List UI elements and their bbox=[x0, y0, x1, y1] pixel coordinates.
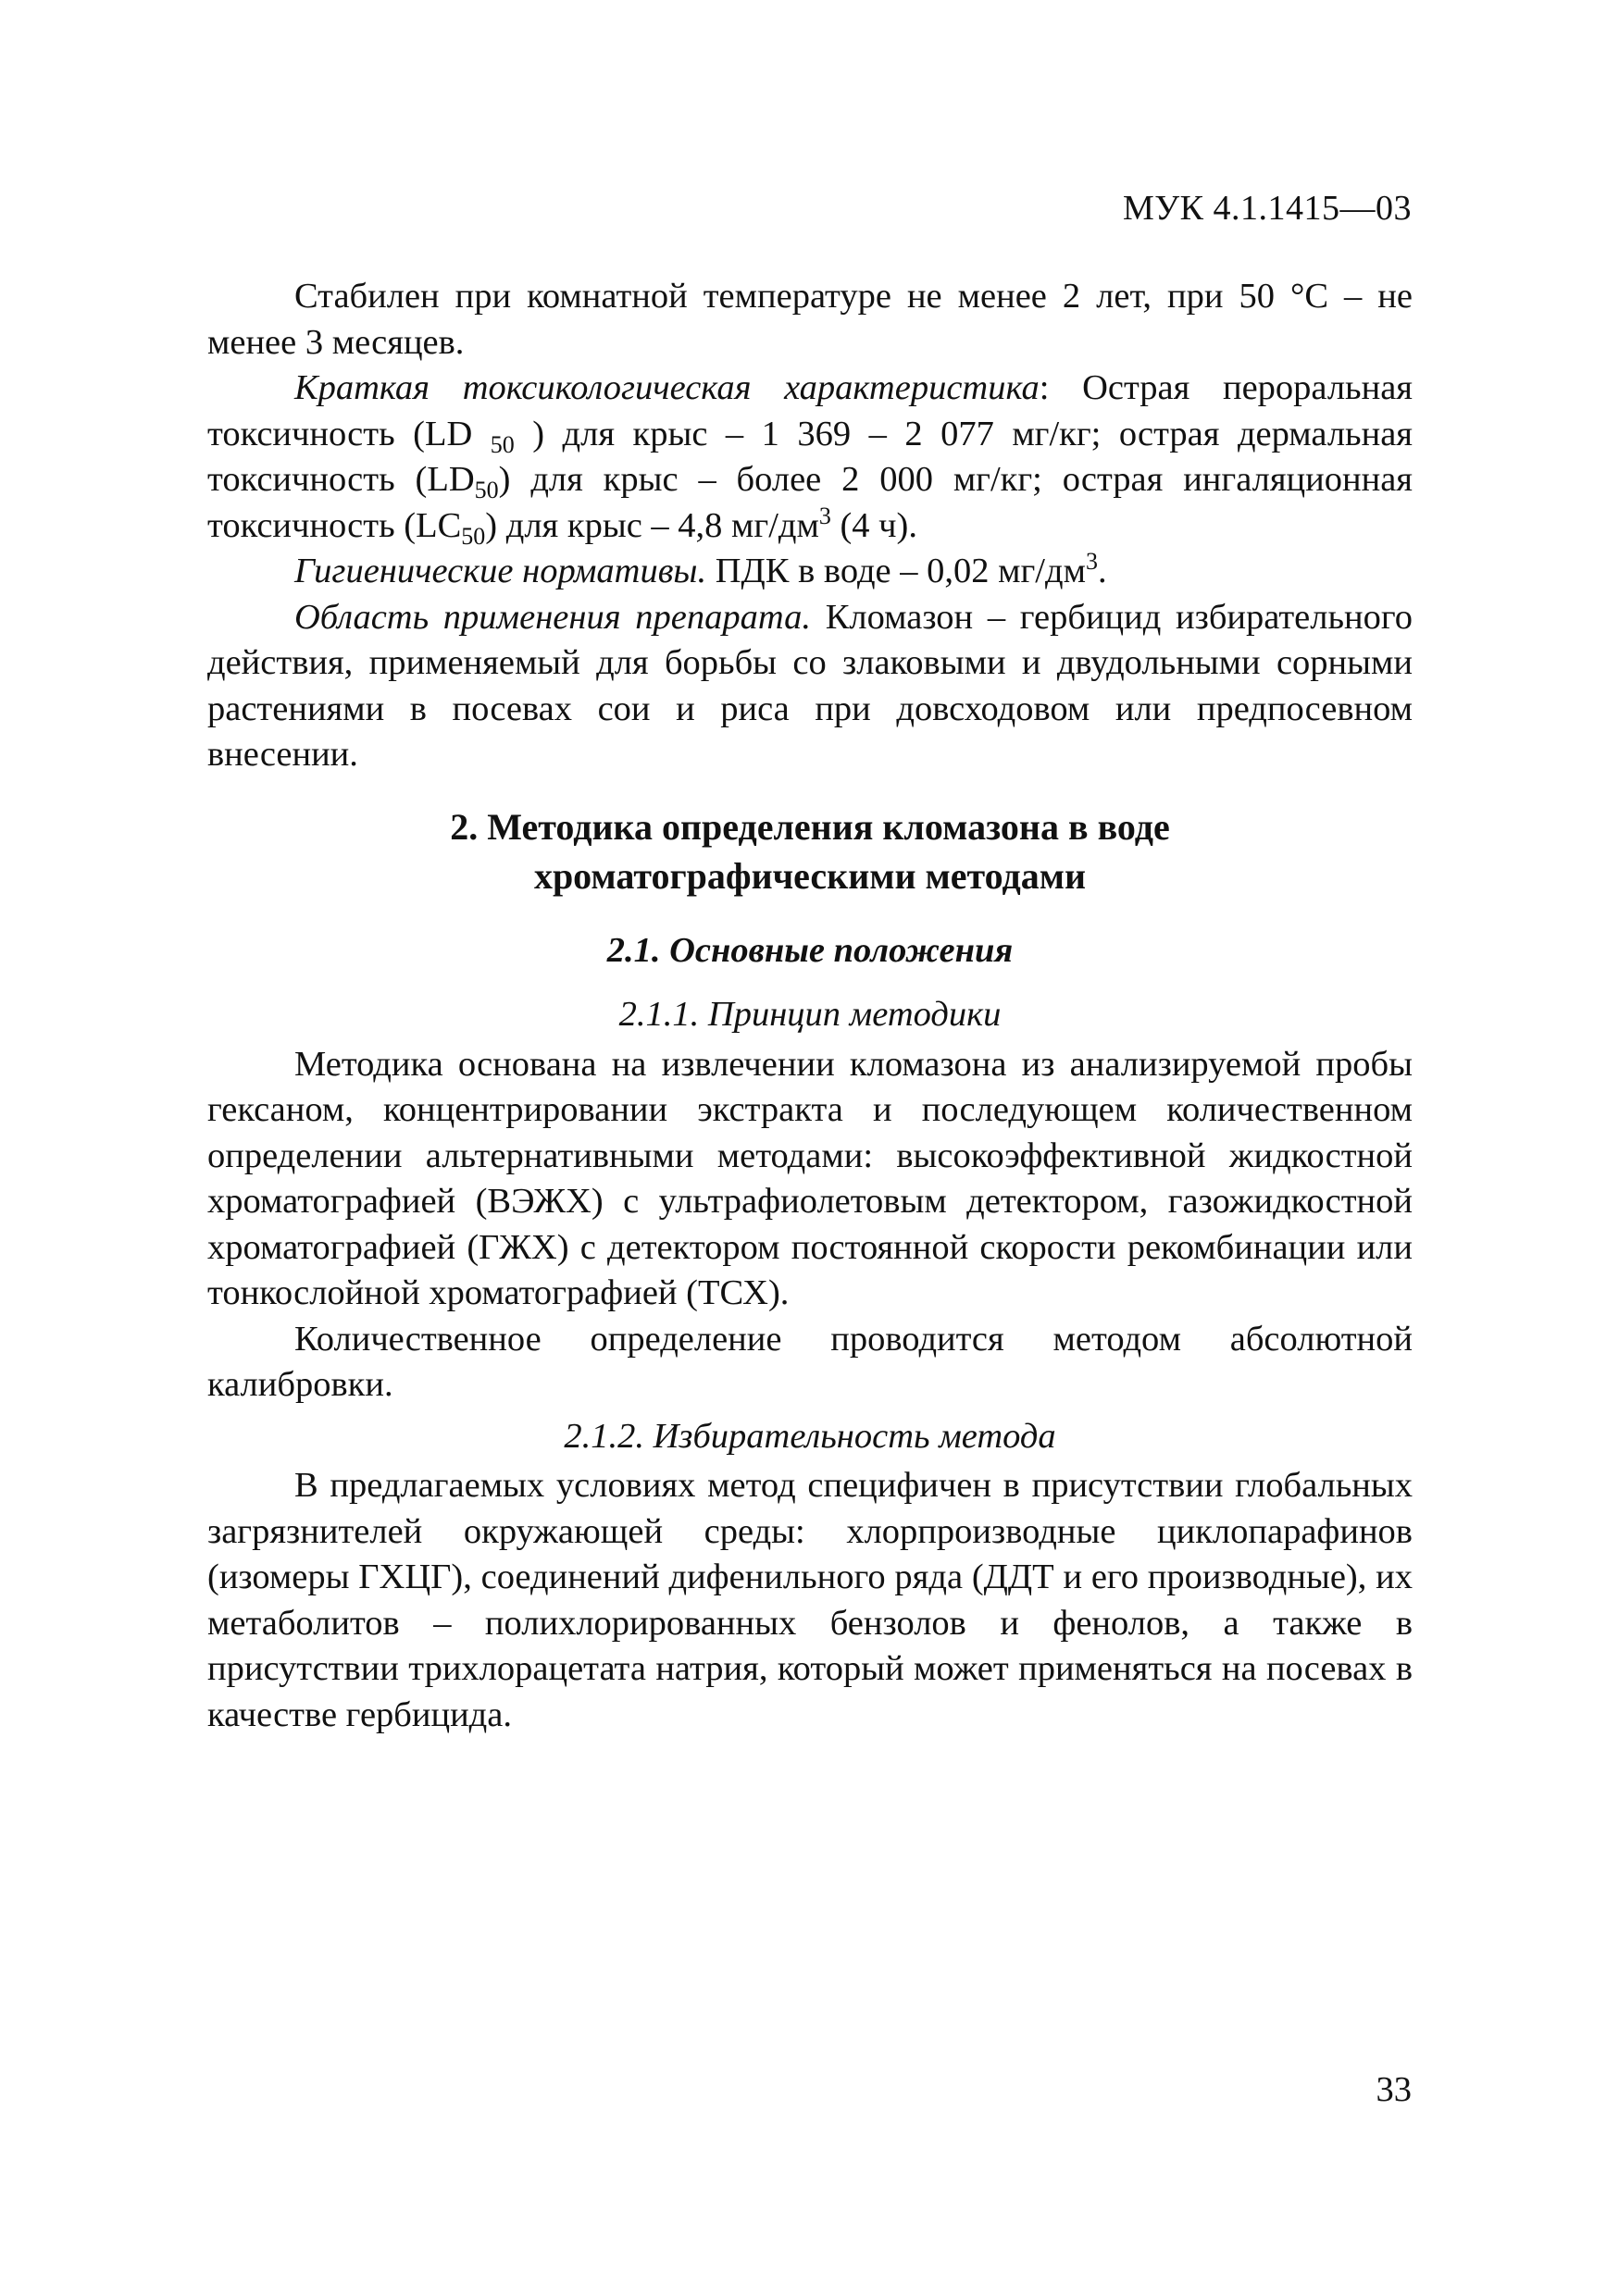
toxicology-text-1: : Острая пероральная токсичность (LD bbox=[207, 368, 1414, 453]
principle-paragraph: Методика основана на извлечении кломазона из анализируемой пробы гексаном, концентрировании экстракта и последующем количественном определении альтернативными методами: высокоэффективной жидкостной хроматографией (ВЭЖХ) с ультрафиолетовым детектором, газожидкостной хроматографией (ГЖХ) с детектором постоянной скорости рекомбинации или тонкослойной хроматографией (ТСХ). bbox=[207, 1044, 1413, 1312]
hygiene-superscript: 3 bbox=[1085, 548, 1098, 575]
toxicology-text-3: ) для крыс – более 2 000 мг/кг; острая ингаляционная токсичность (LC bbox=[207, 460, 1414, 545]
ld50-subscript-1: 50 bbox=[490, 430, 515, 458]
section-2-1-1-heading: 2.1.1. Принцип методики bbox=[618, 995, 1002, 1034]
calibration-paragraph: Количественное определение проводится методом абсолютной калибровки. bbox=[207, 1319, 1413, 1404]
stability-paragraph: Стабилен при комнатной температуре не менее 2 лет, при 50 °С – не менее 3 месяцев. bbox=[207, 277, 1413, 362]
hygiene-text-1: ПДК в воде – 0,02 мг/дм bbox=[706, 552, 1086, 590]
selectivity-paragraph: В предлагаемых условиях метод специфичен в присутствии глобальных загрязнителей окружающей среды: хлорпроизводные циклопарафинов (изомеры ГХЦГ), соединений дифенильного ряда (ДДТ и его производные), их метаболитов – полихлорированных бензолов и фенолов, а также в присутствии трихлорацетата натрия, который может применяться на посевах в качестве гербицида. bbox=[207, 1466, 1413, 1734]
page-number: 33 bbox=[1376, 2070, 1412, 2109]
page-body bbox=[207, 274, 1413, 1738]
toxicology-text-2: ) для крыс – 1 369 – 2 077 мг/кг; острая дермальная токсичность (LD bbox=[207, 414, 1414, 499]
section-2-heading-line-1: 2. Методика определения кломазона в воде bbox=[450, 805, 1170, 848]
hygiene-label: Гигиенические нормативы. bbox=[294, 552, 707, 590]
application-area-paragraph bbox=[207, 595, 1413, 778]
section-2-heading-line-2: хроматографическими методами bbox=[533, 854, 1087, 897]
toxicology-label: Краткая токсикологическая характеристика bbox=[294, 368, 1040, 407]
section-2-1-heading: 2.1. Основные положения bbox=[606, 930, 1014, 970]
lc50-subscript: 50 bbox=[461, 522, 486, 550]
toxicology-text-4: ) для крыс – 4,8 мг/дм bbox=[485, 505, 819, 545]
ld50-subscript-2: 50 bbox=[474, 477, 499, 503]
document-code: МУК 4.1.1415—03 bbox=[1122, 189, 1412, 228]
toxicology-paragraph bbox=[207, 366, 1413, 549]
application-area-text: Кломазон – гербицид избирательного действия, применяемый для борьбы со злаковыми и двудольными сорными растениями в посевах сои и риса при довсходовом или предпосевном внесении. bbox=[207, 597, 1413, 774]
toxicology-text-5: (4 ч). bbox=[830, 505, 917, 545]
section-2-1-2-heading: 2.1.2. Избирательность метода bbox=[564, 1416, 1056, 1456]
section-2-heading bbox=[207, 802, 1413, 900]
application-area-label: Область применения препарата. bbox=[294, 597, 812, 637]
dm3-superscript: 3 bbox=[818, 502, 831, 529]
hygiene-text-2: . bbox=[1097, 552, 1107, 590]
hygiene-paragraph bbox=[207, 549, 1413, 595]
